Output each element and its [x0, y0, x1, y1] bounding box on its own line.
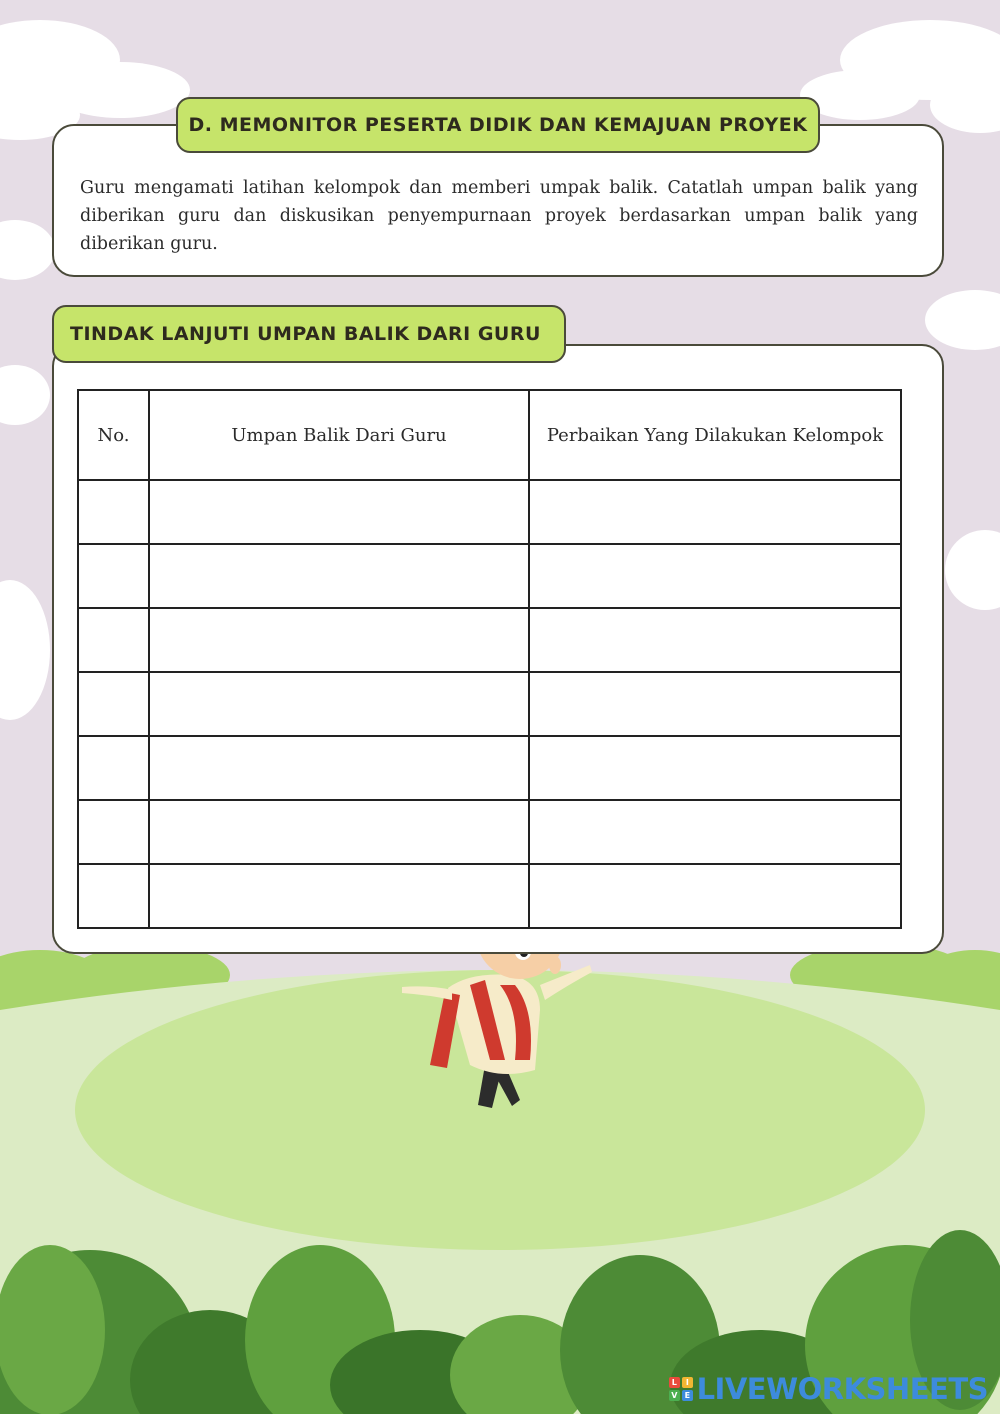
table-row [78, 864, 901, 928]
table-row [78, 800, 901, 864]
cell-no[interactable] [78, 800, 149, 864]
cell-feedback[interactable] [149, 480, 529, 544]
table-row [78, 608, 901, 672]
cell-no[interactable] [78, 544, 149, 608]
liveworksheets-logo-icon: L I V E [669, 1377, 693, 1401]
table-row [78, 544, 901, 608]
table-row [78, 480, 901, 544]
header-feedback: Umpan Balik Dari Guru [149, 390, 529, 480]
cell-no[interactable] [78, 608, 149, 672]
cell-improvement[interactable] [529, 544, 901, 608]
cell-no[interactable] [78, 864, 149, 928]
section-d-title-text: D. MEMONITOR PESERTA DIDIK DAN KEMAJUAN PROYEK [188, 114, 808, 136]
feedback-table [77, 389, 902, 929]
header-improvement: Perbaikan Yang Dilakukan Kelompok [529, 390, 901, 480]
cell-feedback[interactable] [149, 608, 529, 672]
cell-improvement[interactable] [529, 736, 901, 800]
followup-title-text: TINDAK LANJUTI UMPAN BALIK DARI GURU [70, 323, 541, 345]
cell-feedback[interactable] [149, 544, 529, 608]
cell-feedback[interactable] [149, 800, 529, 864]
table-row [78, 672, 901, 736]
liveworksheets-watermark [669, 1372, 988, 1406]
cell-feedback[interactable] [149, 864, 529, 928]
cell-improvement[interactable] [529, 608, 901, 672]
liveworksheets-text: LIVEWORKSHEETS [696, 1372, 988, 1406]
section-d-instructions: Guru mengamati latihan kelompok dan memberi umpak balik. Catatlah umpan balik yang diberikan guru dan diskusikan penyempurnaan proyek berdasarkan umpan balik yang diberikan guru. [80, 178, 918, 254]
cell-no[interactable] [78, 480, 149, 544]
cell-improvement[interactable] [529, 480, 901, 544]
cell-improvement[interactable] [529, 800, 901, 864]
cell-improvement[interactable] [529, 864, 901, 928]
cell-improvement[interactable] [529, 672, 901, 736]
section-d-title [176, 97, 820, 153]
table-row [78, 736, 901, 800]
cell-feedback[interactable] [149, 736, 529, 800]
cell-no[interactable] [78, 672, 149, 736]
header-no: No. [78, 390, 149, 480]
cell-feedback[interactable] [149, 672, 529, 736]
followup-title [52, 305, 566, 363]
cell-no[interactable] [78, 736, 149, 800]
table-header-row [78, 390, 901, 480]
